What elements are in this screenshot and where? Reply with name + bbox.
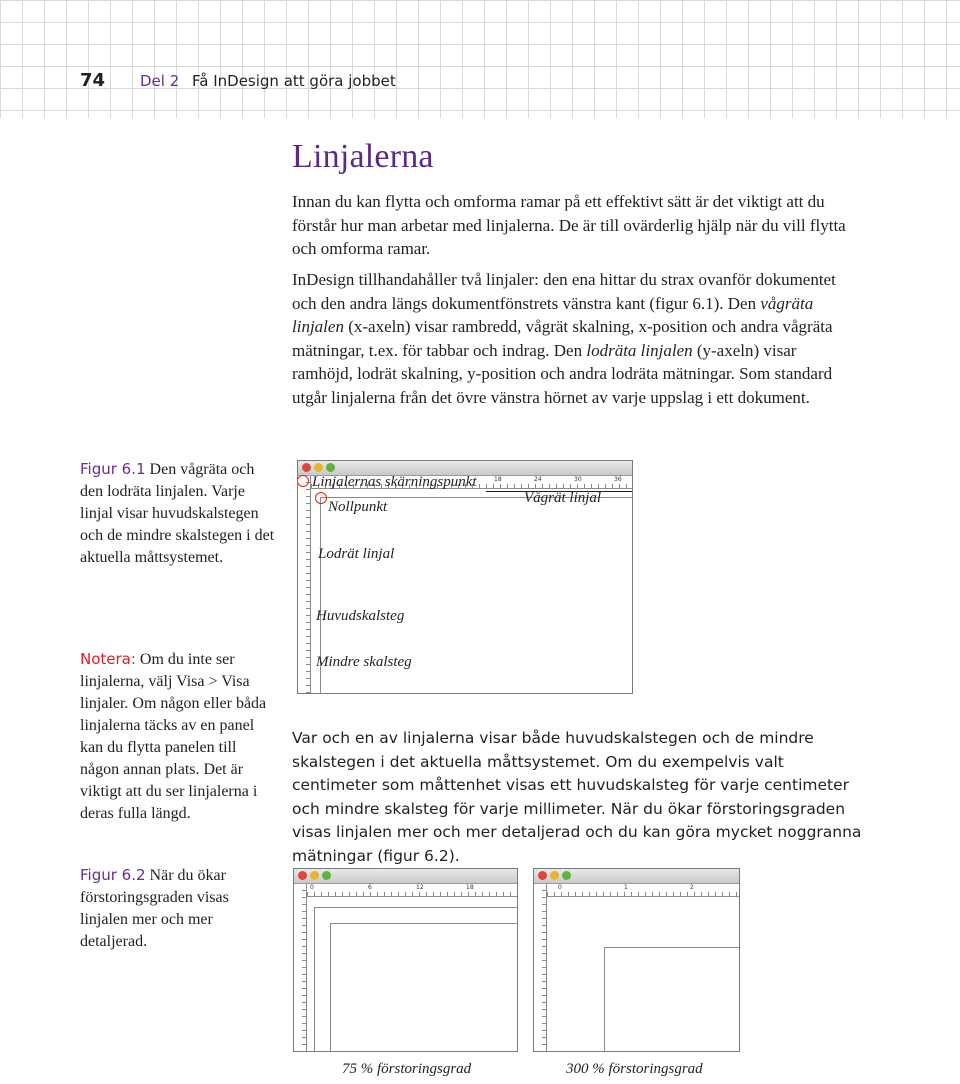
note-box [80, 648, 275, 825]
figure2-left-caption: 75 % förstoringsgrad [342, 1061, 472, 1077]
ruler-number: 18 [494, 476, 502, 483]
ruler-number: 18 [466, 884, 474, 891]
note-text: Om du inte ser linjalerna, välj Visa > Visa linjaler. Om någon eller båda linjalerna täcks av en panel kan du flytta panelen till någon annan plats. Det är viktigt att du ser linjalerna i deras fulla längd. [80, 651, 267, 822]
margin-guide [330, 923, 518, 1052]
close-icon [302, 463, 311, 472]
document-page-corner [604, 947, 740, 1052]
figure1-caption [80, 458, 275, 569]
chapter-title: Få InDesign att göra jobbet [192, 72, 396, 90]
ruler-number: 30 [574, 476, 582, 483]
p2-text-c: (y-axeln) visar ramhöjd, lodrät skalning, y-position och andra lodräta mätningar. Som standard utgår linjalerna från det övre vänstra hörnet av varje uppslag i ett dokument. [292, 340, 833, 407]
figure1-screenshot [297, 460, 633, 694]
annotation-major-tick: Huvudskalsteg [316, 608, 405, 624]
minimize-icon [310, 871, 319, 880]
horizontal-ruler[interactable] [534, 884, 739, 897]
page-number: 74 [80, 70, 106, 91]
section-heading: Linjalerna [292, 138, 434, 175]
ruler-number: 24 [534, 476, 542, 483]
vertical-ruler[interactable] [534, 884, 547, 1051]
window-titlebar [534, 869, 739, 884]
body-paragraph-2 [292, 268, 860, 409]
p2-text-b: (x-axeln) visar rambredd, vågrät skalning, x-position och andra vågräta mätningar, t.ex. för tabbar och indrag. Den [292, 317, 833, 360]
figure2-label: Figur 6.2 [80, 866, 146, 884]
body-paragraph-3: Var och en av linjalerna visar både huvudskalstegen och de mindre skalstegen i det aktuella måttsystemet. Om du exempelvis valt centimeter som måttenhet visas ett huvudskalsteg för varje centimeter och mindre skalsteg för varje millimeter. När du ökar förstoringsgraden visas linjalen mer och mer detaljerad och du kan göra mycket noggranna mätningar (figur 6.2). [292, 729, 862, 865]
close-icon [298, 871, 307, 880]
annotation-vertical-ruler: Lodrät linjal [318, 546, 395, 562]
annotation-intersection: Linjalernas skärningspunkt [312, 474, 477, 490]
figure2-screenshot-300 [533, 868, 740, 1052]
zero-point-marker [315, 492, 327, 504]
figure1-caption-text: Den vågräta och den lodräta linjalen. Varje linjal visar huvudskalstegen och de mindre skalstegen i det aktuella måttsystemet. [80, 461, 275, 566]
horizontal-ruler[interactable] [294, 884, 517, 897]
zoom-icon [322, 871, 331, 880]
figure2-right-caption: 300 % förstoringsgrad [566, 1061, 703, 1077]
ruler-number: 12 [416, 884, 424, 891]
vertical-ruler[interactable] [294, 884, 307, 1051]
ruler-number: 0 [310, 884, 314, 891]
body-paragraph-1: Innan du kan flytta och omforma ramar på ett effektivt sätt är det viktigt att du förstår hur man arbetar med linjalerna. De är till ovärderlig hjälp när du vill flytta och omforma ramar. [292, 192, 846, 258]
ruler-number: 0 [558, 884, 562, 891]
ruler-number: 6 [368, 884, 372, 891]
figure2-caption [80, 864, 275, 953]
ruler-number: 1 [624, 884, 628, 891]
zoom-icon [562, 871, 571, 880]
figure2-caption-text: När du ökar förstoringsgraden visas linjalen mer och mer detaljerad. [80, 867, 229, 950]
figure2-screenshot-75 [293, 868, 518, 1052]
minimize-icon [550, 871, 559, 880]
page-grid-background [0, 0, 960, 118]
annotation-zero-point: Nollpunkt [328, 499, 388, 515]
vertical-ruler[interactable] [298, 476, 311, 693]
ruler-number: 36 [614, 476, 622, 483]
p2-emphasis-horizontal: vågräta linjalen [292, 293, 814, 336]
close-icon [538, 871, 547, 880]
note-label: Notera: [80, 650, 136, 668]
p2-emphasis-vertical: lodräta linjalen [586, 340, 693, 360]
p2-text-a: InDesign tillhandahåller två linjaler: den ena hittar du strax ovanför dokumentet och den andra längs dokumentfönstrets vänstra kant (figur 6.1). Den [292, 270, 836, 313]
window-titlebar [294, 869, 517, 884]
figure1-label: Figur 6.1 [80, 460, 146, 478]
ruler-number: 2 [690, 884, 694, 891]
annotation-horizontal-ruler: Vågrät linjal [524, 490, 602, 506]
zoom-icon [326, 463, 335, 472]
ruler-intersection-marker [297, 475, 309, 487]
part-label: Del 2 [140, 72, 180, 90]
annotation-minor-tick: Mindre skalsteg [316, 654, 412, 670]
minimize-icon [314, 463, 323, 472]
